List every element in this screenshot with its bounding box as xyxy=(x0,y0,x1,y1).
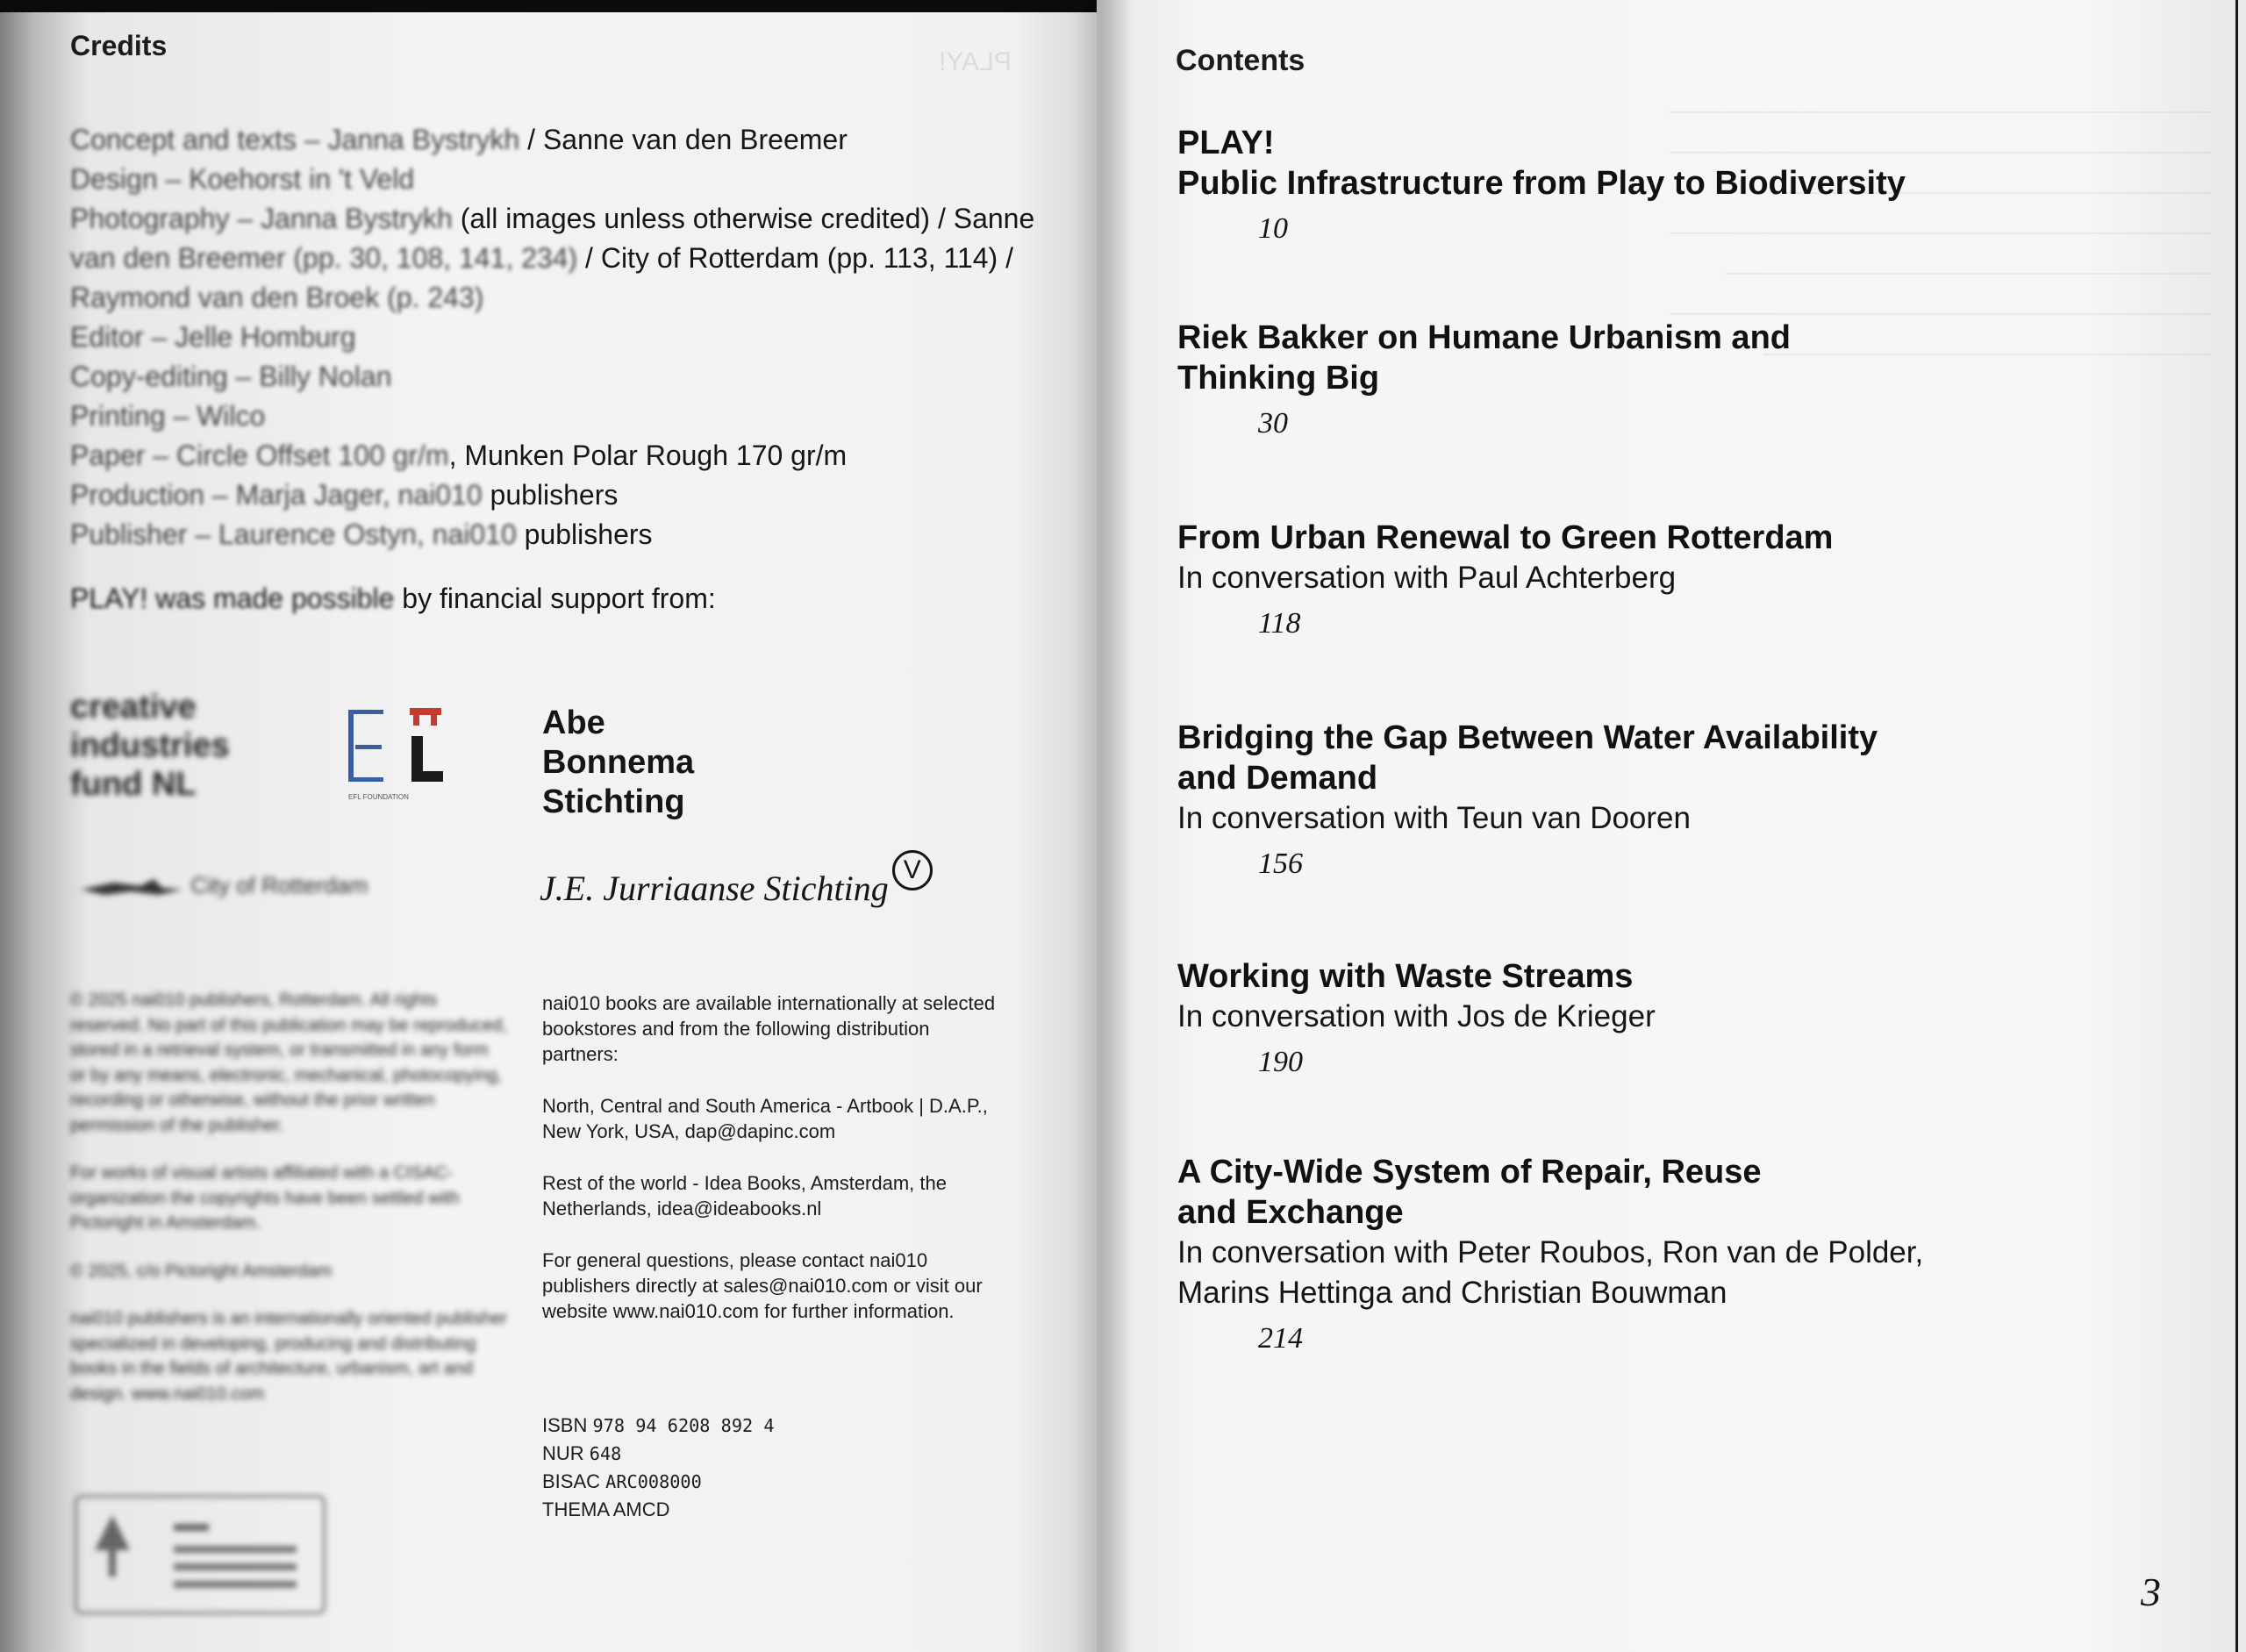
logo-line: industries xyxy=(70,727,230,764)
credit-text: publishers xyxy=(516,518,653,550)
credit-line xyxy=(70,201,1034,236)
toc-title: A City-Wide System of Repair, Reuse and Exchange xyxy=(1177,1154,1762,1231)
credit-text: / City of Rotterdam (pp. 113, 114) / xyxy=(577,242,1013,274)
copyright-paragraph: nai010 publishers is an internationally oriented publisher specialized in developing, producing and distributing books in the fields of architecture, urbanism, art and design. www.nai010.com xyxy=(70,1309,508,1404)
city-of-rotterdam-logo xyxy=(79,872,368,900)
show-through-text: ───────────────────────────── ───────────────────────────── ─────────────────────── ───────────────────────────── ────────────────────────── ───────────────────────────── ──────────────────────── xyxy=(1670,97,2211,368)
credit-line xyxy=(70,240,1013,275)
credit-line xyxy=(70,122,848,157)
nur-value: 648 xyxy=(589,1443,622,1464)
credit-line xyxy=(70,477,618,512)
toc-page-number: 30 xyxy=(1258,407,1288,440)
efl-caption: EFL FOUNDATION xyxy=(348,793,409,801)
credit-label: Production – Marja Jager, nai010 xyxy=(70,479,483,511)
credit-text: (all images unless otherwise credited) / Sanne xyxy=(452,203,1035,234)
toc-entry[interactable] xyxy=(1177,518,2099,640)
toc-title: PLAY! Public Infrastructure from Play to Biodiversity xyxy=(1177,125,1906,202)
toc-title: From Urban Renewal to Green Rotterdam xyxy=(1177,519,1834,556)
toc-entry[interactable] xyxy=(1177,1152,2099,1355)
support-prefix: PLAY! was made possible xyxy=(70,583,395,614)
thema-line: THEMA AMCD xyxy=(542,1498,670,1520)
toc-entry[interactable] xyxy=(1177,718,2099,881)
nur-line: NUR 648 xyxy=(542,1442,622,1464)
copyright-paragraph: For works of visual artists affiliated with a CISAC-organization the copyrights have been settled with Pictoright in Amsterdam. xyxy=(70,1163,460,1233)
toc-page-number: 190 xyxy=(1258,1046,1303,1078)
efl-foundation-logo xyxy=(347,701,447,806)
copyright-paragraph: © 2025, c/o Pictoright Amsterdam xyxy=(70,1261,333,1281)
fsc-logo xyxy=(75,1495,325,1614)
jurriaanse-stichting-logo xyxy=(540,855,933,909)
rotterdam-label: City of Rotterdam xyxy=(190,872,368,898)
credit-label: Raymond van den Broek (p. 243) xyxy=(70,282,484,313)
credit-label: Design – Koehorst in 't Veld xyxy=(70,163,415,195)
credit-text: , Munken Polar Rough 170 gr/m xyxy=(448,440,848,471)
support-text: by financial support from: xyxy=(394,583,716,614)
jej-label: J.E. Jurriaanse Stichting xyxy=(540,869,889,908)
toc-page-number: 156 xyxy=(1258,847,1303,880)
credit-label: van den Breemer (pp. 30, 108, 141, 234) xyxy=(70,242,578,274)
fsc-tree-icon xyxy=(77,1498,323,1612)
distribution-paragraph: For general questions, please contact nai010 publishers directly at sales@nai010.com or visit our website www.nai010.com for further information. xyxy=(542,1249,983,1322)
book-gutter xyxy=(1072,0,1134,1652)
toc-page-number: 214 xyxy=(1258,1322,1303,1355)
toc-subtitle: In conversation with Teun van Dooren xyxy=(1177,801,1691,835)
copyright-notice xyxy=(70,988,509,1429)
toc-title: Working with Waste Streams xyxy=(1177,958,1634,995)
credit-line xyxy=(70,319,355,354)
logo-line: fund NL xyxy=(70,766,197,803)
credit-line xyxy=(70,398,265,433)
toc-subtitle: In conversation with Paul Achterberg xyxy=(1177,561,1677,595)
logo-line: Stichting xyxy=(542,783,685,820)
thema-value: AMCD xyxy=(612,1498,670,1520)
support-statement xyxy=(70,583,716,615)
toc-page-number: 10 xyxy=(1258,212,1288,245)
toc-entry[interactable] xyxy=(1177,318,2099,440)
credit-line xyxy=(70,517,653,552)
toc-entry[interactable] xyxy=(1177,956,2099,1079)
credit-label: Photography – Janna Bystrykh xyxy=(70,203,453,234)
creative-industries-fund-logo xyxy=(70,688,230,804)
credit-label: Printing – Wilco xyxy=(70,400,266,432)
abe-bonnema-logo xyxy=(542,704,694,822)
show-through-text: PLAY! xyxy=(939,47,1012,76)
page-edge-line xyxy=(2235,0,2238,1652)
toc-subtitle: In conversation with Peter Roubos, Ron van de Polder, Marins Hettinga and Christian Bouwman xyxy=(1177,1235,1924,1310)
copyright-paragraph: © 2025 nai010 publishers, Rotterdam. All rights reserved. No part of this publication may be reproduced, stored in a retrieval system, or transmitted in any form or by any means, electronic, mechanical, photocopying, recording or otherwise, without the prior written permission of the publisher. xyxy=(70,990,508,1135)
credit-line xyxy=(70,280,483,315)
credit-line xyxy=(70,161,414,197)
isbn-value: 978 94 6208 892 4 xyxy=(592,1415,775,1436)
credit-line xyxy=(70,359,391,394)
rotterdam-emblem-icon xyxy=(79,874,184,900)
distribution-paragraph: nai010 books are available internationally at selected bookstores and from the following distribution partners: xyxy=(542,992,996,1065)
toc-entry[interactable] xyxy=(1177,123,2099,246)
credits-heading: Credits xyxy=(70,30,168,61)
v-circle-icon: V xyxy=(892,850,933,890)
page-edge xyxy=(2220,0,2246,1652)
credit-text: / Sanne van den Breemer xyxy=(519,124,848,155)
isbn-line: ISBN 978 94 6208 892 4 xyxy=(542,1414,775,1436)
credit-label: Copy-editing – Billy Nolan xyxy=(70,361,392,392)
credit-text: publishers xyxy=(482,479,619,511)
contents-heading: Contents xyxy=(1176,44,1305,77)
distribution-info xyxy=(542,990,998,1350)
toc-subtitle: In conversation with Jos de Krieger xyxy=(1177,999,1656,1033)
toc-title: Riek Bakker on Humane Urbanism and Thinking Big xyxy=(1177,319,1791,397)
credit-label: Editor – Jelle Homburg xyxy=(70,321,356,353)
distribution-paragraph: Rest of the world - Idea Books, Amsterdam, the Netherlands, idea@ideabooks.nl xyxy=(542,1172,947,1219)
bibliographic-info xyxy=(542,1412,775,1524)
page-number: 3 xyxy=(2141,1570,2161,1614)
logo-line: creative xyxy=(70,689,197,726)
credit-label: Publisher – Laurence Ostyn, nai010 xyxy=(70,518,517,550)
credit-line xyxy=(70,438,847,473)
toc-title: Bridging the Gap Between Water Availability and Demand xyxy=(1177,719,1878,797)
logo-line: Bonnema xyxy=(542,744,695,781)
credit-label: Paper – Circle Offset 100 gr/m xyxy=(70,440,449,471)
bisac-value: ARC008000 xyxy=(605,1471,702,1492)
toc-page-number: 118 xyxy=(1258,607,1301,640)
left-page xyxy=(0,12,1097,1652)
credit-label: Concept and texts – Janna Bystrykh xyxy=(70,124,520,155)
right-page xyxy=(1097,0,2220,1652)
distribution-paragraph: North, Central and South America - Artbook | D.A.P., New York, USA, dap@dapinc.com xyxy=(542,1095,988,1142)
logo-line: Abe xyxy=(542,704,605,741)
bisac-line: BISAC ARC008000 xyxy=(542,1470,702,1492)
